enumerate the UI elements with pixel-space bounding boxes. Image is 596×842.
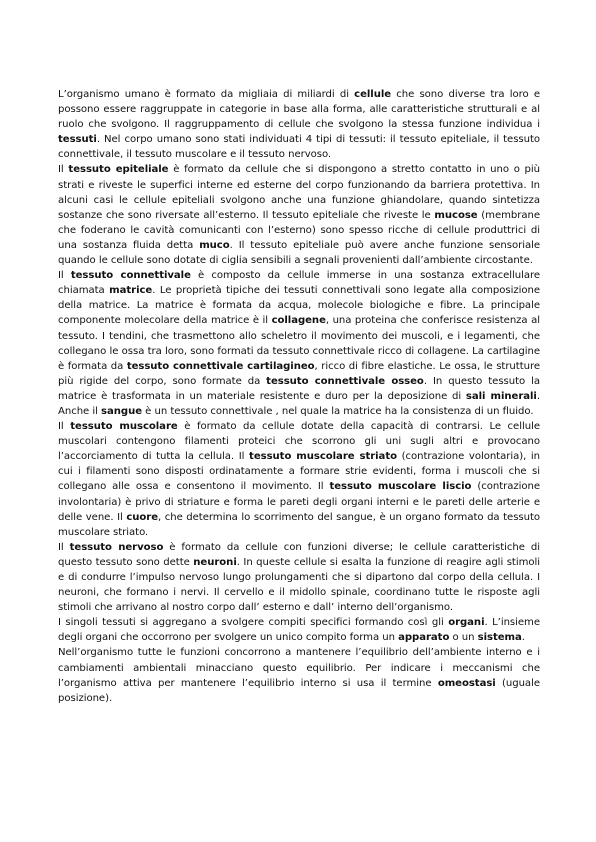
- bold-term: tessuto connettivale cartilagineo: [126, 360, 315, 372]
- bold-term: matrice: [109, 285, 153, 297]
- bold-term: omeostasi: [437, 677, 496, 689]
- text-run: , che determina lo scorrimento del sangue, è un organo formato da tessuto muscolare striato.: [58, 511, 540, 538]
- text-run: . Il tessuto epiteliale può avere anche funzione sensoriale quando le cellule sono dotate di ciglia sensibili a segnali provenienti dall’ambiente circostante.: [58, 239, 540, 267]
- text-run: è formato da cellule con funzioni diverse; le cellule caratteristiche di questo tessuto sono dette: [58, 541, 540, 568]
- text-run: (contrazione volontaria), in cui i filamenti sono disposti ordinatamente a formare strie evidenti, forma i muscoli che si collegano alle ossa e consentono il movimento. Il: [58, 451, 540, 493]
- text-run: che sono diverse tra loro e possono essere raggruppate in categorie in base alla forma, alle caratteristiche strutturali e al ruolo che svolgono. Il raggruppamento di cellule che svolgono la stessa funzione individua i: [58, 89, 540, 131]
- bold-term: tessuto muscolare liscio: [329, 481, 472, 493]
- bold-term: cuore: [126, 511, 158, 523]
- bold-term: cellule: [354, 89, 392, 100]
- paragraph-2: [58, 162, 540, 268]
- paragraph-4: [58, 419, 540, 540]
- text-run: è formato da cellule dotate della capacità di contrarsi. Le cellule muscolari contengono filamenti proteici che scorrono gli uni sugli altri e provocano l’accorciamento di tutta la cellula. Il: [58, 421, 540, 463]
- text-run: Nell’organismo tutte le funzioni concorrono a mantenere l’equilibrio dell’ambiente interno e i cambiamenti ambientali minacciano questo equilibrio. Per indicare i meccanismi che l’organismo attiva per mantenere l’equilibrio interno si usa il termine: [58, 647, 540, 689]
- text-run: . Anche il: [58, 390, 540, 417]
- text-run: . Le proprietà tipiche dei tessuti connettivali sono legate alla composizione della matrice. La matrice è formata da acqua, molecole biologiche e fibre. La principale componente molecolare della matrice è il: [58, 285, 540, 327]
- bold-term: apparato: [398, 632, 450, 644]
- bold-term: tessuto muscolare: [70, 421, 178, 433]
- bold-term: tessuto epiteliale: [68, 164, 169, 176]
- text-run: . In queste cellule si esalta la funzione di reagire agli stimoli e di condurre l’impulso nervoso lungo prolungamenti che si dipartono dal corpo della cellula. I neuroni, che formano i nervi. Il cervello e il midollo spinale, coordinano tutte le risposte agli stimoli che arrivano al nostro corpo dall’ esterno e dall’ interno dell’organismo.: [58, 556, 540, 614]
- bold-term: tessuto connettivale: [70, 270, 191, 282]
- text-run: L’organismo umano è formato da migliaia di miliardi di: [58, 89, 355, 100]
- bold-term: organi: [448, 617, 485, 629]
- bold-term: sistema: [477, 632, 522, 644]
- text-run: . Nel corpo umano sono stati individuati 4 tipi di tessuti: il tessuto epiteliale, il tessuto connettivale, il tessuto muscolare e il tessuto nervoso.: [58, 134, 540, 161]
- text-run: (uguale posizione).: [58, 677, 540, 704]
- text-run: . In questo tessuto la matrice è trasformata in un materiale resistente e duro per la deposizione di: [58, 375, 540, 402]
- text-run: Il: [58, 421, 71, 433]
- text-run: Il: [58, 541, 70, 553]
- bold-term: tessuto muscolare striato: [249, 451, 397, 463]
- bold-term: sali minerali: [465, 390, 537, 402]
- text-run: Il: [58, 270, 71, 282]
- text-run: , ricco di fibre elastiche. Le ossa, le strutture più rigide del corpo, sono formate da: [58, 360, 540, 387]
- paragraph-5: [58, 540, 540, 615]
- paragraph-6: [58, 615, 540, 645]
- paragraph-1: [58, 87, 540, 162]
- bold-term: neuroni: [193, 556, 237, 568]
- document-body: [58, 87, 540, 706]
- text-run: , una proteina che conferisce resistenza al tessuto. I tendini, che trasmettono allo scheletro il movimento dei muscoli, e i legamenti, che collegano le ossa tra loro, sono formati da tessuto connettivale ricco di collagene. La cartilagine è formata da: [58, 315, 540, 372]
- text-run: .: [521, 632, 525, 644]
- text-run: Il: [58, 164, 69, 176]
- paragraph-3: [58, 268, 540, 419]
- bold-term: tessuto nervoso: [69, 541, 164, 553]
- bold-term: collagene: [271, 315, 326, 327]
- bold-term: muco: [199, 239, 230, 251]
- bold-term: sangue: [101, 405, 143, 417]
- text-run: è formato da cellule che si dispongono a stretto contatto in uno o più strati e riveste le superfici interne ed esterne del corpo funzionando da barriera protettiva. In alcuni casi le cellule epiteliali svolgono anche una funzione ghiandolare, quando sintetizza sostanze che sono riversate all’esterno. Il tessuto epiteliale che riveste le: [58, 164, 541, 221]
- text-run: (contrazione involontaria) è privo di striature e forma le pareti degli organi interni e le pareti delle arterie e delle vene. Il: [58, 481, 540, 523]
- bold-term: tessuto connettivale osseo: [266, 375, 424, 387]
- text-run: I singoli tessuti si aggregano a svolgere compiti specifici formando così gli: [58, 617, 449, 629]
- text-run: . L’insieme degli organi che occorrono per svolgere un unico compito forma un: [58, 617, 541, 644]
- text-run: è composto da cellule immerse in una sostanza extracellulare chiamata: [58, 270, 541, 297]
- bold-term: tessuti: [58, 134, 97, 146]
- bold-term: mucose: [434, 209, 478, 221]
- paragraph-7: [58, 645, 540, 705]
- text-run: (membrane che foderano le cavità comunicanti con l’esterno) sono spesso ricche di cellule produttrici di una sostanza fluida detta: [58, 209, 540, 251]
- text-run: è un tessuto connettivale , nel quale la matrice ha la consistenza di un fluido.: [142, 405, 534, 417]
- text-run: o un: [449, 632, 478, 644]
